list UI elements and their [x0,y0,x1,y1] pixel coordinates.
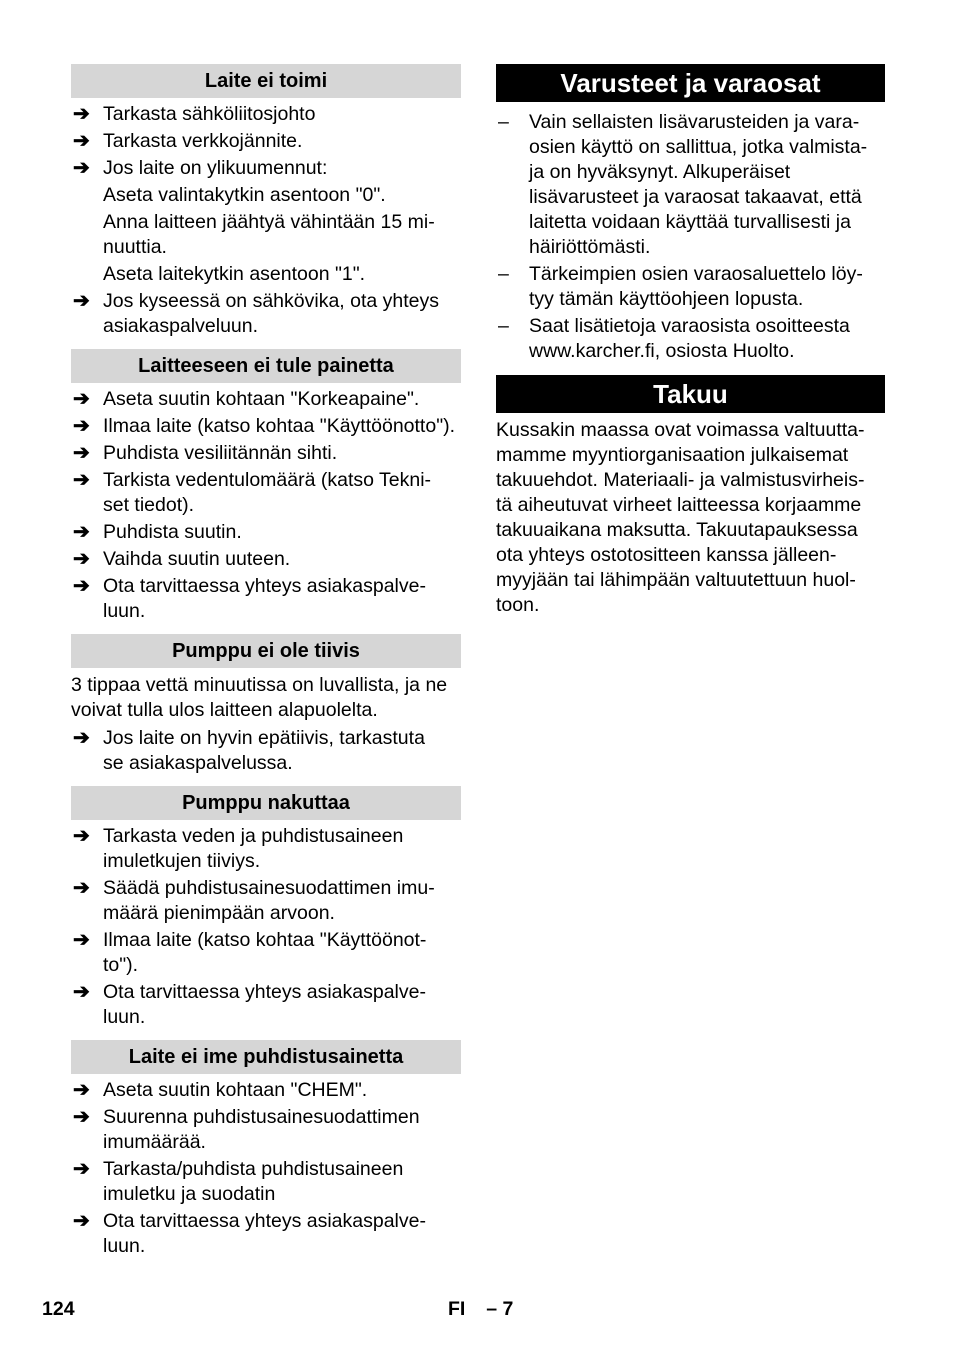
right-arrow-icon: ➔ [73,442,90,464]
text-line: Tarkasta verkkojännite. [103,130,303,152]
text-line: lisävarusteet ja varaosat takaavat, että [529,186,862,208]
text-line: nuuttia. [103,236,167,258]
accessories-heading: Varusteet ja varaosat [496,64,885,102]
right-arrow-icon: ➔ [73,388,90,410]
warranty-text [496,413,885,621]
warranty-heading: Takuu [496,375,885,413]
instruction-list [71,820,461,1040]
text-line: Säädä puhdistusainesuodattimen imu- [103,877,435,899]
section-heading: Pumppu nakuttaa [71,786,461,820]
text-line: ja on hyväksynyt. Alkuperäiset [529,161,791,183]
instruction-list [71,98,461,349]
text-line: imuletku ja suodatin [103,1183,276,1205]
text-line: set tiedot). [103,494,195,516]
right-arrow-icon: ➔ [73,469,90,491]
text-line: toon. [496,594,540,616]
section-paragraph [71,668,461,726]
dash-bullet: – [498,263,509,285]
text-line: Vaihda suutin uuteen. [103,548,291,570]
text-line: laitetta voidaan käyttää turvallisesti ja [529,211,851,233]
footer-language [448,1297,513,1322]
text-line: mamme myyntiorganisaation julkaisemat [496,444,849,466]
text-line: Anna laitteen jäähtyä vähintään 15 mi- [103,211,435,233]
section-number: – 7 [486,1298,514,1320]
right-arrow-icon: ➔ [73,415,90,437]
list-item [71,876,461,926]
left-column [71,64,461,1269]
list-item [71,156,461,181]
text-line: Tarkasta sähköliitosjohto [103,103,316,125]
text-line: to"). [103,954,139,976]
text-line: takuuehdot. Materiaali- ja valmistusvirheis- [496,469,865,491]
text-line: häiriöttömästi. [529,236,651,258]
right-arrow-icon: ➔ [73,130,90,152]
section-heading: Laite ei ime puhdistusainetta [71,1040,461,1074]
text-line: luun. [103,1235,146,1257]
text-line: se asiakaspalvelussa. [103,752,293,774]
list-item [71,102,461,127]
text-line: imumäärää. [103,1131,206,1153]
text-line: luun. [103,600,146,622]
text-line: määrä pienimpään arvoon. [103,902,335,924]
list-item [71,183,461,208]
right-arrow-icon: ➔ [73,103,90,125]
right-arrow-icon: ➔ [73,1158,90,1180]
text-line: Puhdista vesiliitännän sihti. [103,442,338,464]
dash-bullet: – [498,111,509,133]
text-line: Tärkeimpien osien varaosaluettelo löy- [529,263,863,285]
right-arrow-icon: ➔ [73,290,90,312]
text-line: Kussakin maassa ovat voimassa valtuutta- [496,419,865,441]
text-line: Aseta valintakytkin asentoon "0". [103,184,386,206]
right-arrow-icon: ➔ [73,575,90,597]
text-line: www.karcher.fi, osiosta Huolto. [529,340,795,362]
list-item [71,289,461,339]
list-item [71,547,461,572]
text-line: Saat lisätietoja varaosista osoitteesta [529,315,850,337]
text-line: 3 tippaa vettä minuutissa on luvallista, ja ne [71,674,448,696]
text-line: luun. [103,1006,146,1028]
text-line: Jos kyseessä on sähkövika, ota yhteys [103,290,440,312]
list-item [71,726,461,776]
text-line: Ilmaa laite (katso kohtaa "Käyttöönot- [103,929,427,951]
text-line: tyy tämän käyttöohjeen lopusta. [529,288,804,310]
list-item [71,441,461,466]
text-line: myyjään tai lähimpään valtuutettuun huol- [496,569,856,591]
text-line: ota yhteys ostotositteen kanssa jälleen- [496,544,837,566]
right-arrow-icon: ➔ [73,1106,90,1128]
text-line: Aseta laitekytkin asentoon "1". [103,263,366,285]
list-item [71,1209,461,1259]
text-line: tä aiheutuvat virheet laitteessa korjaamme [496,494,862,516]
section-heading: Pumppu ei ole tiivis [71,634,461,668]
text-line: Jos laite on ylikuumennut: [103,157,328,179]
right-arrow-icon: ➔ [73,548,90,570]
list-item [71,520,461,545]
instruction-list [71,383,461,634]
list-item [496,262,885,312]
right-arrow-icon: ➔ [73,1210,90,1232]
list-item [71,1078,461,1103]
text-line: osien käyttö on sallittua, jotka valmista- [529,136,868,158]
right-arrow-icon: ➔ [73,157,90,179]
instruction-list [71,1074,461,1269]
list-item [71,1105,461,1155]
list-item [71,210,461,260]
text-line: Ilmaa laite (katso kohtaa "Käyttöönotto"). [103,415,456,437]
list-item [71,262,461,287]
list-item [71,414,461,439]
right-arrow-icon: ➔ [73,727,90,749]
list-item [71,468,461,518]
text-line: Ota tarvittaessa yhteys asiakaspalve- [103,1210,426,1232]
language-code: FI [448,1298,466,1320]
list-item [71,980,461,1030]
text-line: Suurenna puhdistusainesuodattimen [103,1106,420,1128]
text-line: imuletkujen tiiviys. [103,850,261,872]
text-line: asiakaspalveluun. [103,315,259,337]
list-item [71,1157,461,1207]
text-line: Ota tarvittaessa yhteys asiakaspalve- [103,981,426,1003]
list-item [71,928,461,978]
accessories-list [496,102,885,375]
text-line: Jos laite on hyvin epätiivis, tarkastuta [103,727,425,749]
text-line: Tarkista vedentulomäärä (katso Tekni- [103,469,432,491]
right-arrow-icon: ➔ [73,825,90,847]
text-line: Puhdista suutin. [103,521,242,543]
right-arrow-icon: ➔ [73,521,90,543]
dash-bullet: – [498,315,509,337]
list-item [71,129,461,154]
right-column [496,64,885,621]
list-item [496,110,885,260]
list-item [496,314,885,364]
instruction-list [71,726,461,786]
text-line: Ota tarvittaessa yhteys asiakaspalve- [103,575,426,597]
text-line: Tarkasta/puhdista puhdistusaineen [103,1158,404,1180]
text-line: Aseta suutin kohtaan "Korkeapaine". [103,388,420,410]
list-item [71,387,461,412]
right-arrow-icon: ➔ [73,929,90,951]
list-item [71,574,461,624]
text-line: Vain sellaisten lisävarusteiden ja vara- [529,111,860,133]
page-number: 124 [42,1298,75,1320]
text-line: voivat tulla ulos laitteen alapuolelta. [71,699,378,721]
list-item [71,824,461,874]
text-line: Aseta suutin kohtaan "CHEM". [103,1079,368,1101]
section-heading: Laitteeseen ei tule painetta [71,349,461,383]
text-line: takuuaikana maksutta. Takuutapauksessa [496,519,858,541]
right-arrow-icon: ➔ [73,981,90,1003]
text-line: Tarkasta veden ja puhdistusaineen [103,825,404,847]
right-arrow-icon: ➔ [73,877,90,899]
section-heading: Laite ei toimi [71,64,461,98]
right-arrow-icon: ➔ [73,1079,90,1101]
